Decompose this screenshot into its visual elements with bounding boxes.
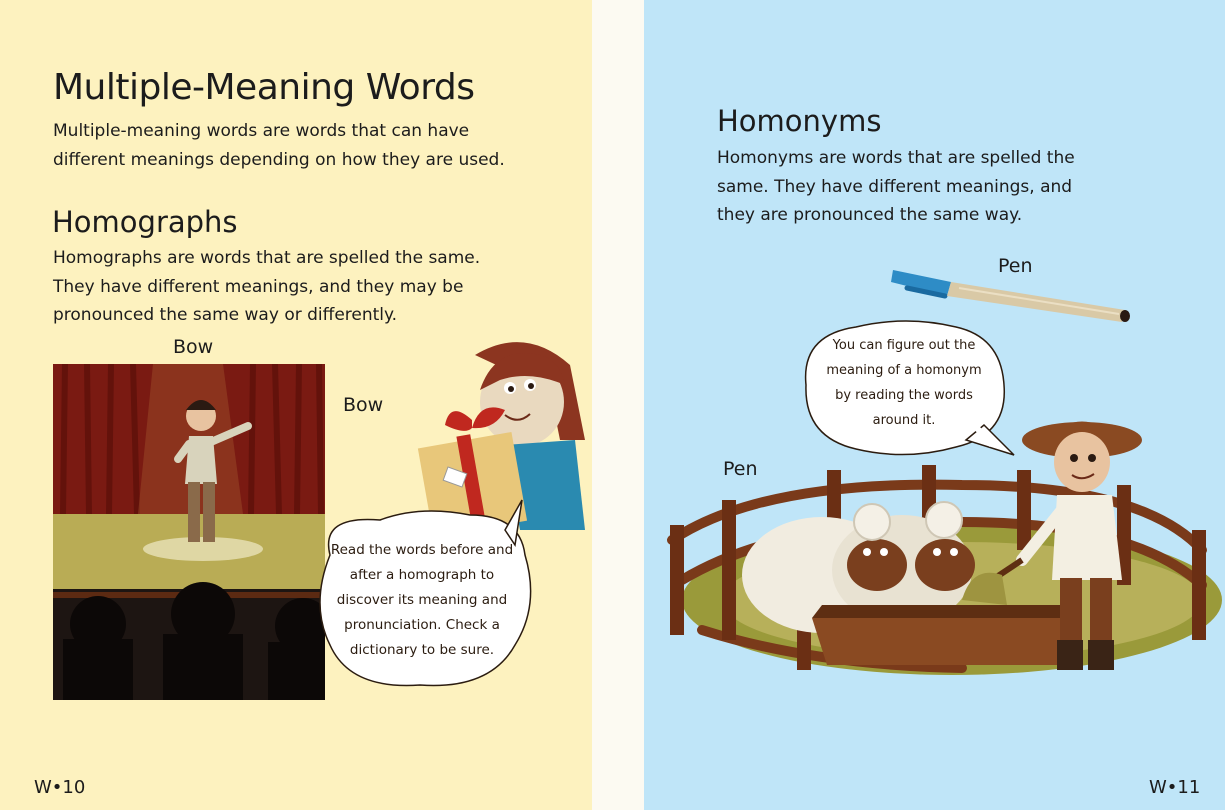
sheep-pen-illustration xyxy=(662,400,1225,680)
homographs-text: Homographs are words that are spelled the same. They have different meanings, and they may be pronounced the same way or differently. xyxy=(53,248,481,325)
gift-bow-label: Bow xyxy=(343,394,384,416)
homonyms-text: Homonyms are words that are spelled the same. They have different meanings, and they are pronounced the same way. xyxy=(717,148,1075,225)
book-gutter xyxy=(592,0,644,810)
stage-bow-illustration xyxy=(53,364,325,700)
animal-pen-label: Pen xyxy=(723,458,758,480)
homographs-heading: Homographs xyxy=(52,205,238,239)
left-page xyxy=(0,0,592,810)
right-page-number: W•11 xyxy=(1149,777,1201,798)
intro-text: Multiple-meaning words are words that can have different meanings depending on how they are used. xyxy=(53,121,505,170)
homonyms-heading: Homonyms xyxy=(717,104,882,138)
stage-bow-label: Bow xyxy=(173,336,214,358)
writing-pen-label: Pen xyxy=(998,255,1033,277)
page-title: Multiple-Meaning Words xyxy=(53,67,475,108)
right-bubble-text: You can figure out the meaning of a homonym by reading the words around it. xyxy=(826,338,982,428)
right-page xyxy=(644,0,1225,810)
left-page-number: W•10 xyxy=(34,777,86,798)
left-bubble-text: Read the words before and after a homograph to discover its meaning and pronunciation. Check a dictionary to be sure. xyxy=(330,542,514,658)
